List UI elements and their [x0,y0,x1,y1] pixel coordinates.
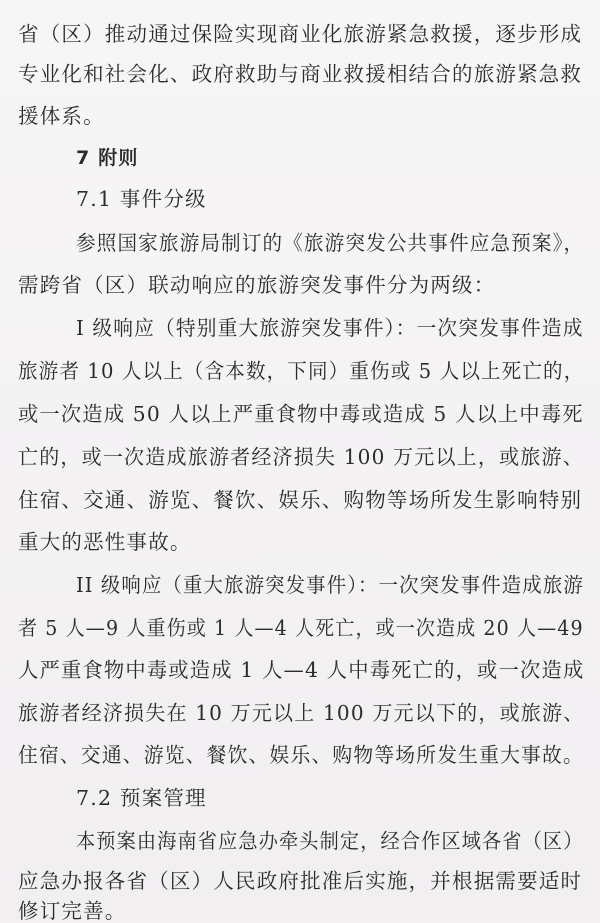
paragraph-line: 或一次造成 50 人以上严重食物中毒或造成 5 人以上中毒死 [18,402,584,426]
paragraph-line: 重大的恶性事故。 [18,530,192,554]
paragraph-line: 者 5 人—9 人重伤或 1 人—4 人死亡，或一次造成 20 人—49 [18,616,584,640]
paragraph-line: 援体系。 [18,104,105,128]
paragraph-line: 需跨省（区）联动响应的旅游突发事件分为两级： [18,273,496,297]
subsection-heading: 7.1 事件分级 [76,187,207,211]
subsection-heading: 7.2 预案管理 [76,786,207,810]
paragraph-line: 住宿、交通、游览、餐饮、娱乐、购物等场所发生影响特别 [18,488,583,512]
paragraph-line: 亡的，或一次造成旅游者经济损失 100 万元以上，或旅游、 [18,445,584,469]
paragraph-line: 参照国家旅游局制订的《旅游突发公共事件应急预案》， [76,231,585,255]
paragraph-line: 省（区）推动通过保险实现商业化旅游紧急救援，逐步形成 [18,22,583,46]
paragraph-line: 应急办报各省（区）人民政府批准后实施，并根据需要适时 [18,869,583,893]
paragraph-line: 人严重食物中毒或造成 1 人—4 人中毒死亡的，或一次造成 [18,658,585,682]
paragraph-line: I 级响应（特别重大旅游突发事件）：一次突发事件造成 [76,316,584,340]
paragraph-line: 旅游者 10 人以上（含本数，下同）重伤或 5 人以上死亡的， [18,359,585,383]
paragraph-line: II 级响应（重大旅游突发事件）：一次突发事件造成旅游 [76,573,584,597]
paragraph-line: 旅游者经济损失在 10 万元以上 100 万元以下的，或旅游、 [18,701,585,725]
section-heading: 7 附则 [76,147,139,169]
paragraph-line: 专业化和社会化、政府救助与商业救援相结合的旅游紧急救 [18,62,583,86]
paragraph-line: 本预案由海南省应急办牵头制定，经合作区域各省（区） [76,829,584,853]
paragraph-line: 住宿、交通、游览、餐饮、娱乐、购物等场所发生重大事故。 [18,743,584,767]
show-through-shadow [40,96,560,114]
paragraph-line: 修订完善。 [18,899,127,923]
